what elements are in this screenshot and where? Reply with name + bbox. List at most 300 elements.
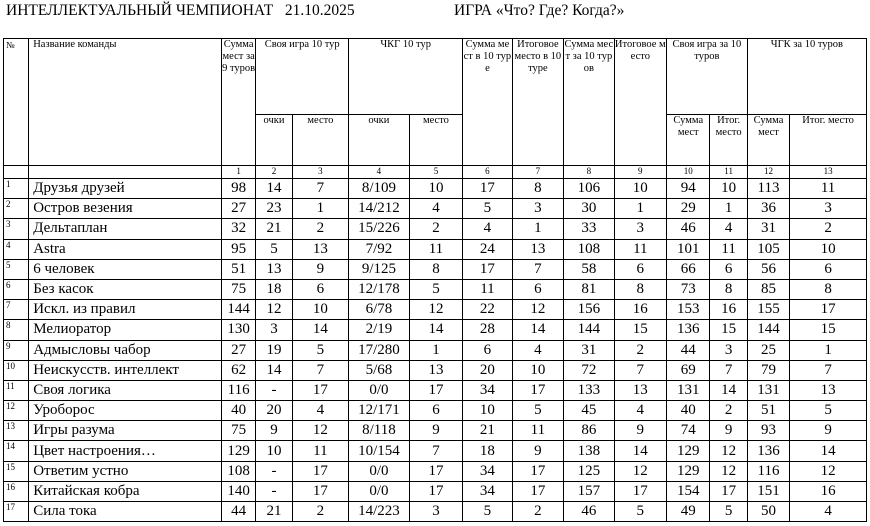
table-cell: 7 <box>409 441 463 461</box>
column-number-blank <box>29 166 222 179</box>
table-cell: 5 <box>409 279 463 299</box>
table-cell: 156 <box>564 300 614 320</box>
table-cell: 7/92 <box>349 239 410 259</box>
table-cell: 14 <box>256 179 292 199</box>
table-cell: 12 <box>710 461 747 481</box>
table-cell: 144 <box>221 300 255 320</box>
table-cell: 21 <box>463 421 512 441</box>
table-cell: 10 <box>512 360 563 380</box>
table-cell: 14/223 <box>349 502 410 522</box>
team-name: Игры разума <box>29 421 222 441</box>
column-number: 10 <box>667 166 710 179</box>
header-team-name: Название команды <box>29 39 222 166</box>
header-own-total-place: Итог. место <box>710 115 747 166</box>
table-cell: 33 <box>564 219 614 239</box>
table-cell: 20 <box>256 401 292 421</box>
table-cell: 3 <box>409 502 463 522</box>
table-cell: 4 <box>409 199 463 219</box>
table-cell: 108 <box>221 461 255 481</box>
header-own-total-sum: Сумма мест <box>667 115 710 166</box>
row-number: 3 <box>4 219 29 239</box>
table-cell: 6/78 <box>349 300 410 320</box>
table-cell: 9 <box>409 421 463 441</box>
table-cell: 2 <box>790 219 867 239</box>
table-cell: 79 <box>747 360 789 380</box>
table-cell: 50 <box>747 502 789 522</box>
header-own-game-10: Своя игра 10 тур <box>256 39 349 115</box>
table-cell: 155 <box>747 300 789 320</box>
table-cell: 40 <box>221 401 255 421</box>
game-title: ИГРА «Что? Где? Когда?» <box>454 2 625 19</box>
header-sum-total: Сумма мест за 10 туров <box>564 39 614 166</box>
table-cell: 36 <box>747 199 789 219</box>
table-cell: 20 <box>463 360 512 380</box>
header-chgk10-place: место <box>409 115 463 166</box>
table-cell: 58 <box>564 259 614 279</box>
table-cell: 1 <box>512 219 563 239</box>
column-number-row <box>4 166 867 179</box>
table-cell: 18 <box>256 279 292 299</box>
table-cell: 3 <box>710 340 747 360</box>
table-cell: 157 <box>564 481 614 501</box>
row-number: 16 <box>4 481 29 501</box>
table-cell: 2 <box>292 219 349 239</box>
table-cell: 16 <box>790 481 867 501</box>
table-cell: 7 <box>790 360 867 380</box>
table-cell: 81 <box>564 279 614 299</box>
table-cell: 17 <box>463 179 512 199</box>
table-row <box>4 320 867 340</box>
column-number: 5 <box>409 166 463 179</box>
table-cell: 9 <box>790 421 867 441</box>
team-name: Без касок <box>29 279 222 299</box>
table-row <box>4 239 867 259</box>
table-cell: 14 <box>512 320 563 340</box>
team-name: Китайская кобра <box>29 481 222 501</box>
table-cell: 21 <box>256 219 292 239</box>
column-number: 11 <box>710 166 747 179</box>
document-title <box>6 2 625 20</box>
table-row <box>4 340 867 360</box>
table-cell: 46 <box>667 219 710 239</box>
table-cell: 23 <box>256 199 292 219</box>
table-cell: 6 <box>512 279 563 299</box>
table-cell: 7 <box>710 360 747 380</box>
table-cell: 8 <box>614 279 666 299</box>
table-cell: 154 <box>667 481 710 501</box>
table-cell: 4 <box>710 219 747 239</box>
table-cell: 15 <box>790 320 867 340</box>
table-cell: 14 <box>790 441 867 461</box>
table-cell: 13 <box>790 380 867 400</box>
table-cell: 133 <box>564 380 614 400</box>
table-cell: 113 <box>747 179 789 199</box>
table-cell: 1 <box>790 340 867 360</box>
table-cell: 44 <box>221 502 255 522</box>
table-row <box>4 380 867 400</box>
table-cell: 69 <box>667 360 710 380</box>
table-cell: 28 <box>463 320 512 340</box>
table-cell: - <box>256 481 292 501</box>
table-cell: 144 <box>747 320 789 340</box>
column-number: 8 <box>564 166 614 179</box>
team-name: Дельтаплан <box>29 219 222 239</box>
table-cell: 14 <box>710 380 747 400</box>
table-cell: 14 <box>256 360 292 380</box>
table-cell: 138 <box>564 441 614 461</box>
table-cell: 13 <box>256 259 292 279</box>
row-number: 14 <box>4 441 29 461</box>
table-cell: 6 <box>463 340 512 360</box>
table-cell: 8 <box>790 279 867 299</box>
table-cell: 11 <box>710 239 747 259</box>
table-cell: 51 <box>747 401 789 421</box>
table-cell: 34 <box>463 461 512 481</box>
table-cell: 6 <box>790 259 867 279</box>
header-number: № <box>4 39 29 166</box>
table-cell: 11 <box>463 279 512 299</box>
table-cell: 4 <box>614 401 666 421</box>
table-cell: 116 <box>221 380 255 400</box>
table-cell: 5/68 <box>349 360 410 380</box>
table-cell: 17/280 <box>349 340 410 360</box>
table-cell: 32 <box>221 219 255 239</box>
table-cell: 12 <box>710 441 747 461</box>
column-number: 9 <box>614 166 666 179</box>
table-cell: 10 <box>409 179 463 199</box>
table-cell: 8 <box>710 279 747 299</box>
table-cell: 98 <box>221 179 255 199</box>
table-cell: 27 <box>221 199 255 219</box>
table-cell: 8/109 <box>349 179 410 199</box>
table-cell: 22 <box>463 300 512 320</box>
column-number: 7 <box>512 166 563 179</box>
table-cell: 10/154 <box>349 441 410 461</box>
table-cell: 95 <box>221 239 255 259</box>
row-number: 17 <box>4 502 29 522</box>
table-cell: 12 <box>790 461 867 481</box>
table-cell: 1 <box>710 199 747 219</box>
table-cell: 3 <box>256 320 292 340</box>
table-cell: 14 <box>614 441 666 461</box>
table-cell: 12 <box>256 300 292 320</box>
table-cell: 5 <box>292 340 349 360</box>
column-number: 6 <box>463 166 512 179</box>
column-number: 4 <box>349 166 410 179</box>
column-number: 2 <box>256 166 292 179</box>
column-number: 3 <box>292 166 349 179</box>
table-cell: 13 <box>292 239 349 259</box>
table-cell: 7 <box>292 360 349 380</box>
table-cell: 56 <box>747 259 789 279</box>
table-cell: 5 <box>710 502 747 522</box>
table-cell: 11 <box>790 179 867 199</box>
table-cell: 7 <box>292 179 349 199</box>
row-number: 8 <box>4 320 29 340</box>
table-cell: 130 <box>221 320 255 340</box>
table-cell: 9 <box>512 441 563 461</box>
table-cell: 10 <box>790 239 867 259</box>
table-row <box>4 199 867 219</box>
table-cell: 3 <box>790 199 867 219</box>
team-name: Своя логика <box>29 380 222 400</box>
header-sum-10-tour: Сумма мест в 10 туре <box>463 39 512 166</box>
table-cell: 3 <box>512 199 563 219</box>
team-name: Адмысловы чабор <box>29 340 222 360</box>
team-name: Неискусств. интеллект <box>29 360 222 380</box>
table-cell: 25 <box>747 340 789 360</box>
table-cell: 7 <box>512 259 563 279</box>
header-chgk-total-sum: Сумма мест <box>747 115 789 166</box>
header-chgk-total: ЧГК за 10 туров <box>747 39 866 115</box>
header-own10-points: очки <box>256 115 292 166</box>
table-cell: 19 <box>256 340 292 360</box>
column-number: 1 <box>221 166 255 179</box>
table-cell: 93 <box>747 421 789 441</box>
table-cell: 131 <box>747 380 789 400</box>
table-cell: 125 <box>564 461 614 481</box>
table-cell: 136 <box>747 441 789 461</box>
table-cell: 74 <box>667 421 710 441</box>
table-cell: 14 <box>292 320 349 340</box>
table-cell: 15/226 <box>349 219 410 239</box>
table-cell: 34 <box>463 481 512 501</box>
table-cell: 5 <box>614 502 666 522</box>
row-number: 11 <box>4 380 29 400</box>
table-cell: 18 <box>463 441 512 461</box>
table-cell: 15 <box>710 320 747 340</box>
table-row <box>4 421 867 441</box>
table-cell: 8/118 <box>349 421 410 441</box>
table-cell: 151 <box>747 481 789 501</box>
table-cell: 9 <box>256 421 292 441</box>
team-name: Уроборос <box>29 401 222 421</box>
column-number: 12 <box>747 166 789 179</box>
row-number: 6 <box>4 279 29 299</box>
row-number: 7 <box>4 300 29 320</box>
table-cell: 86 <box>564 421 614 441</box>
table-cell: 27 <box>221 340 255 360</box>
table-cell: - <box>256 461 292 481</box>
table-row <box>4 179 867 199</box>
table-cell: 9 <box>614 421 666 441</box>
table-cell: 4 <box>292 401 349 421</box>
table-cell: 8 <box>409 259 463 279</box>
column-number-blank <box>4 166 29 179</box>
table-cell: 45 <box>564 401 614 421</box>
table-row <box>4 300 867 320</box>
table-row <box>4 441 867 461</box>
team-name: Ответим устно <box>29 461 222 481</box>
table-cell: 2 <box>614 340 666 360</box>
table-cell: 0/0 <box>349 481 410 501</box>
table-cell: 10 <box>463 401 512 421</box>
table-cell: 12 <box>614 461 666 481</box>
table-cell: 21 <box>256 502 292 522</box>
table-cell: 46 <box>564 502 614 522</box>
table-cell: 2 <box>409 219 463 239</box>
table-cell: 49 <box>667 502 710 522</box>
table-cell: 116 <box>747 461 789 481</box>
table-cell: 10 <box>710 179 747 199</box>
table-cell: 5 <box>463 199 512 219</box>
table-cell: 12 <box>409 300 463 320</box>
table-row <box>4 279 867 299</box>
table-cell: 17 <box>512 461 563 481</box>
team-name: Astra <box>29 239 222 259</box>
row-number: 12 <box>4 401 29 421</box>
table-cell: 140 <box>221 481 255 501</box>
table-cell: 136 <box>667 320 710 340</box>
table-cell: 17 <box>512 380 563 400</box>
table-cell: 1 <box>292 199 349 219</box>
table-cell: 29 <box>667 199 710 219</box>
table-cell: 75 <box>221 279 255 299</box>
table-cell: 62 <box>221 360 255 380</box>
table-cell: 14/212 <box>349 199 410 219</box>
table-cell: 4 <box>790 502 867 522</box>
table-cell: 2 <box>292 502 349 522</box>
header-own10-place: место <box>292 115 349 166</box>
row-number: 1 <box>4 179 29 199</box>
table-cell: 10 <box>292 300 349 320</box>
table-cell: 66 <box>667 259 710 279</box>
table-cell: 17 <box>409 380 463 400</box>
table-cell: 5 <box>790 401 867 421</box>
table-cell: 17 <box>614 481 666 501</box>
table-cell: 16 <box>710 300 747 320</box>
row-number: 13 <box>4 421 29 441</box>
table-cell: 2 <box>512 502 563 522</box>
table-cell: 44 <box>667 340 710 360</box>
table-cell: 11 <box>292 441 349 461</box>
table-cell: 144 <box>564 320 614 340</box>
table-cell: 17 <box>292 481 349 501</box>
team-name: 6 человек <box>29 259 222 279</box>
table-cell: 72 <box>564 360 614 380</box>
table-cell: 17 <box>512 481 563 501</box>
header-chgk-total-place: Итог. место <box>790 115 867 166</box>
row-number: 10 <box>4 360 29 380</box>
table-cell: 4 <box>463 219 512 239</box>
table-cell: 51 <box>221 259 255 279</box>
table-cell: - <box>256 380 292 400</box>
table-cell: 101 <box>667 239 710 259</box>
table-cell: 16 <box>614 300 666 320</box>
header-chgk-10: ЧКГ 10 тур <box>349 39 463 115</box>
table-cell: 1 <box>614 199 666 219</box>
table-cell: 17 <box>292 380 349 400</box>
table-cell: 15 <box>614 320 666 340</box>
table-cell: 94 <box>667 179 710 199</box>
table-cell: 17 <box>409 461 463 481</box>
table-cell: 108 <box>564 239 614 259</box>
table-cell: 6 <box>409 401 463 421</box>
table-cell: 75 <box>221 421 255 441</box>
table-cell: 3 <box>614 219 666 239</box>
table-row <box>4 360 867 380</box>
table-cell: 34 <box>463 380 512 400</box>
row-number: 15 <box>4 461 29 481</box>
table-cell: 30 <box>564 199 614 219</box>
header-own-game-total: Своя игра за 10 туров <box>667 39 748 115</box>
table-cell: 9 <box>292 259 349 279</box>
results-table <box>3 38 867 522</box>
table-cell: 7 <box>614 360 666 380</box>
table-cell: 13 <box>512 239 563 259</box>
table-cell: 106 <box>564 179 614 199</box>
table-cell: 6 <box>710 259 747 279</box>
table-cell: 131 <box>667 380 710 400</box>
row-number: 2 <box>4 199 29 219</box>
table-cell: 9/125 <box>349 259 410 279</box>
table-cell: 11 <box>512 421 563 441</box>
table-cell: 17 <box>463 259 512 279</box>
championship-title: ИНТЕЛЛЕКТУАЛЬНЫЙ ЧЕМПИОНАТ 21.10.2025 <box>6 2 355 19</box>
table-cell: 12 <box>292 421 349 441</box>
team-name: Мелиоратор <box>29 320 222 340</box>
table-cell: 10 <box>614 179 666 199</box>
table-cell: 0/0 <box>349 380 410 400</box>
row-number: 4 <box>4 239 29 259</box>
table-cell: 13 <box>614 380 666 400</box>
table-cell: 17 <box>790 300 867 320</box>
table-cell: 153 <box>667 300 710 320</box>
table-row <box>4 481 867 501</box>
table-cell: 2 <box>710 401 747 421</box>
column-number: 13 <box>790 166 867 179</box>
table-cell: 17 <box>292 461 349 481</box>
table-cell: 85 <box>747 279 789 299</box>
row-number: 5 <box>4 259 29 279</box>
table-cell: 12/178 <box>349 279 410 299</box>
table-cell: 11 <box>614 239 666 259</box>
table-cell: 2/19 <box>349 320 410 340</box>
table-cell: 12 <box>512 300 563 320</box>
table-cell: 40 <box>667 401 710 421</box>
table-cell: 11 <box>409 239 463 259</box>
table-cell: 31 <box>747 219 789 239</box>
table-cell: 129 <box>221 441 255 461</box>
team-name: Цвет настроения… <box>29 441 222 461</box>
table-cell: 17 <box>409 481 463 501</box>
table-row <box>4 401 867 421</box>
table-cell: 31 <box>564 340 614 360</box>
table-cell: 9 <box>710 421 747 441</box>
table-row <box>4 502 867 522</box>
table-row <box>4 259 867 279</box>
team-name: Сила тока <box>29 502 222 522</box>
table-cell: 5 <box>463 502 512 522</box>
table-cell: 5 <box>256 239 292 259</box>
table-row <box>4 461 867 481</box>
table-cell: 4 <box>512 340 563 360</box>
table-cell: 8 <box>512 179 563 199</box>
team-name: Остров везения <box>29 199 222 219</box>
table-cell: 13 <box>409 360 463 380</box>
table-cell: 24 <box>463 239 512 259</box>
table-cell: 6 <box>614 259 666 279</box>
table-cell: 10 <box>256 441 292 461</box>
table-row <box>4 219 867 239</box>
header-place-10-tour: Итоговое место в 10 туре <box>512 39 563 166</box>
table-cell: 0/0 <box>349 461 410 481</box>
table-cell: 73 <box>667 279 710 299</box>
table-cell: 14 <box>409 320 463 340</box>
team-name: Искл. из правил <box>29 300 222 320</box>
table-cell: 1 <box>409 340 463 360</box>
table-cell: 12/171 <box>349 401 410 421</box>
